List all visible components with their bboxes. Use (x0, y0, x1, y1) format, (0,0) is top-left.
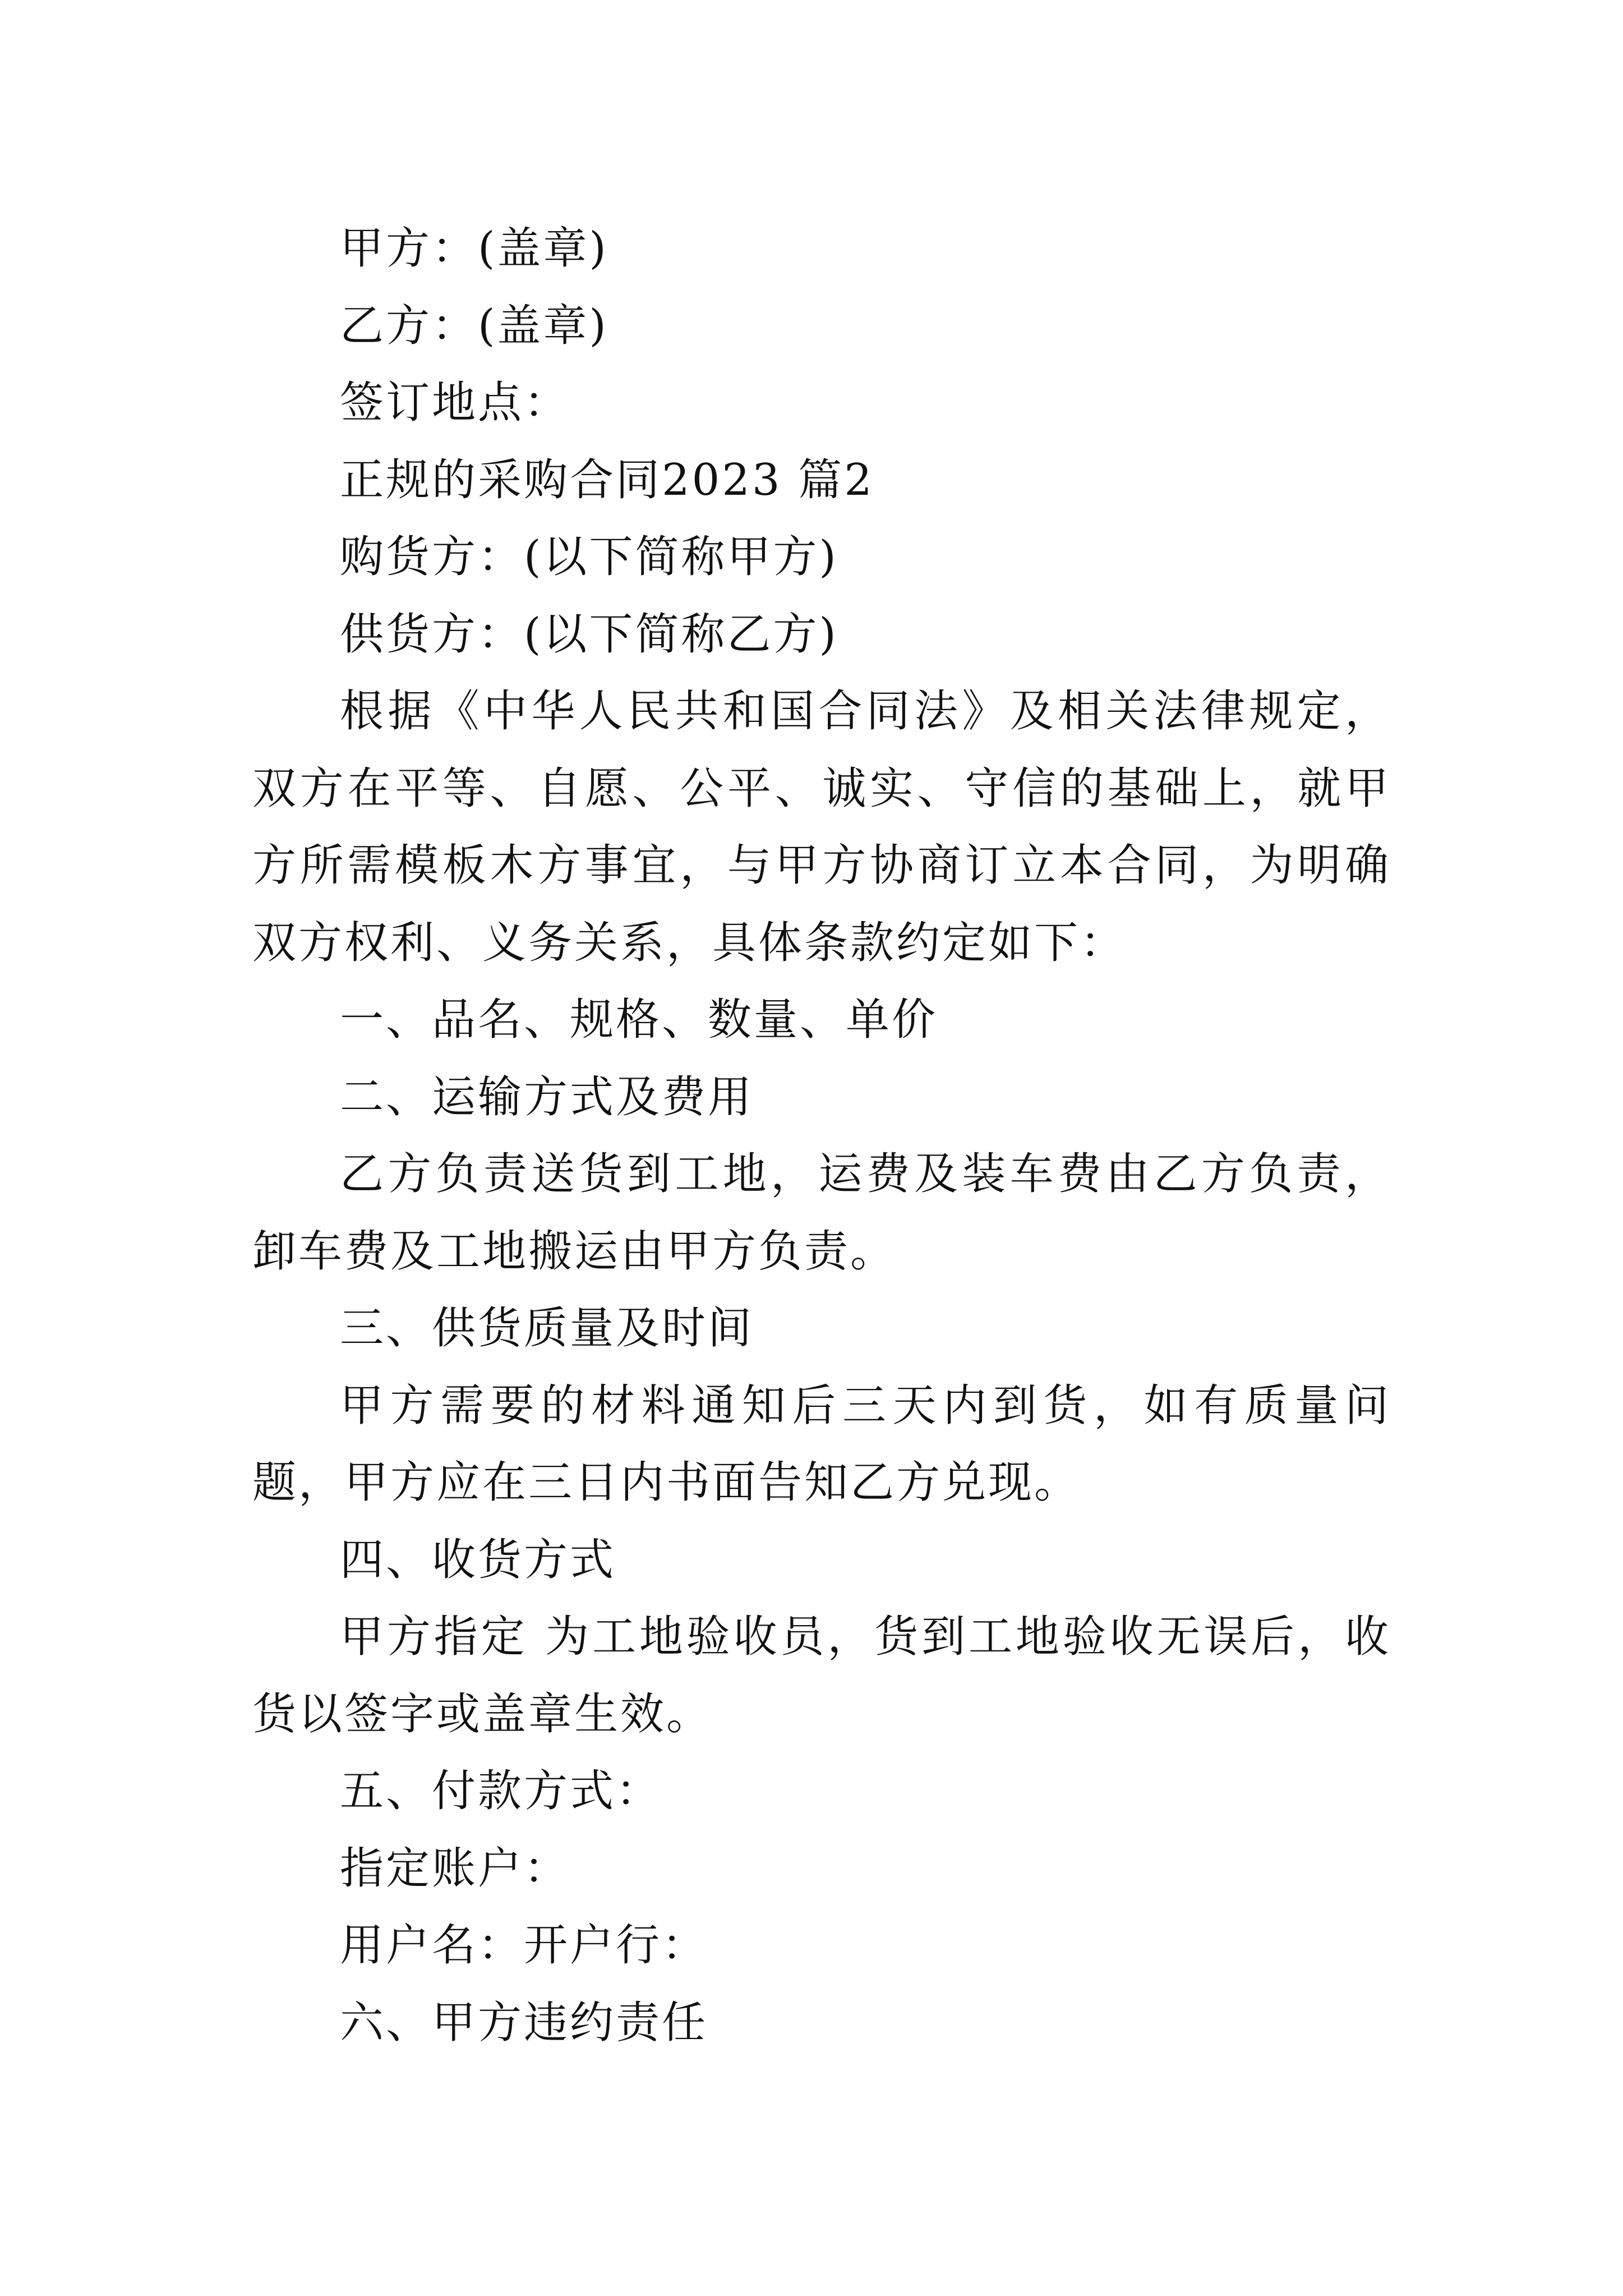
section-2-paragraph: 乙方负责送货到工地，运费及装车费由乙方负责，卸车费及工地搬运由甲方负责。 (252, 1149, 1391, 1277)
party-a-seal-line: 甲方：(盖章) (340, 223, 608, 274)
party-b-seal-line: 乙方：(盖章) (340, 300, 608, 351)
section-5-heading: 五、付款方式： (340, 1766, 662, 1816)
section-4-heading: 四、收货方式 (340, 1534, 616, 1585)
contract-title: 正规的采购合同2023 篇2 (340, 454, 874, 505)
supplier-line: 供货方：(以下简称乙方) (340, 609, 838, 660)
buyer-line: 购货方：(以下简称甲方) (340, 532, 838, 582)
section-1-heading: 一、品名、规格、数量、单价 (340, 995, 938, 1045)
section-3-paragraph: 甲方需要的材料通知后三天内到货，如有质量问题，甲方应在三日内书面告知乙方兑现。 (252, 1380, 1391, 1508)
account-label: 指定账户： (340, 1843, 570, 1894)
section-6-heading: 六、甲方违约责任 (340, 1997, 708, 2048)
document-body (252, 210, 1391, 2062)
section-3-heading: 三、供货质量及时间 (340, 1303, 754, 1354)
section-2-heading: 二、运输方式及费用 (340, 1071, 754, 1122)
signing-place-line: 签订地点： (340, 378, 570, 428)
section-4-paragraph: 甲方指定 为工地验收员，货到工地验收无误后，收货以签字或盖章生效。 (252, 1612, 1391, 1740)
basis-paragraph: 根据《中华人民共和国合同法》及相关法律规定，双方在平等、自愿、公平、诚实、守信的基础上，就甲方所需模板木方事宜，与甲方协商订立本合同，为明确双方权利、义务关系，具体条款约定如下： (252, 686, 1391, 968)
account-name-bank-line: 用户名：开户行： (340, 1920, 708, 1971)
